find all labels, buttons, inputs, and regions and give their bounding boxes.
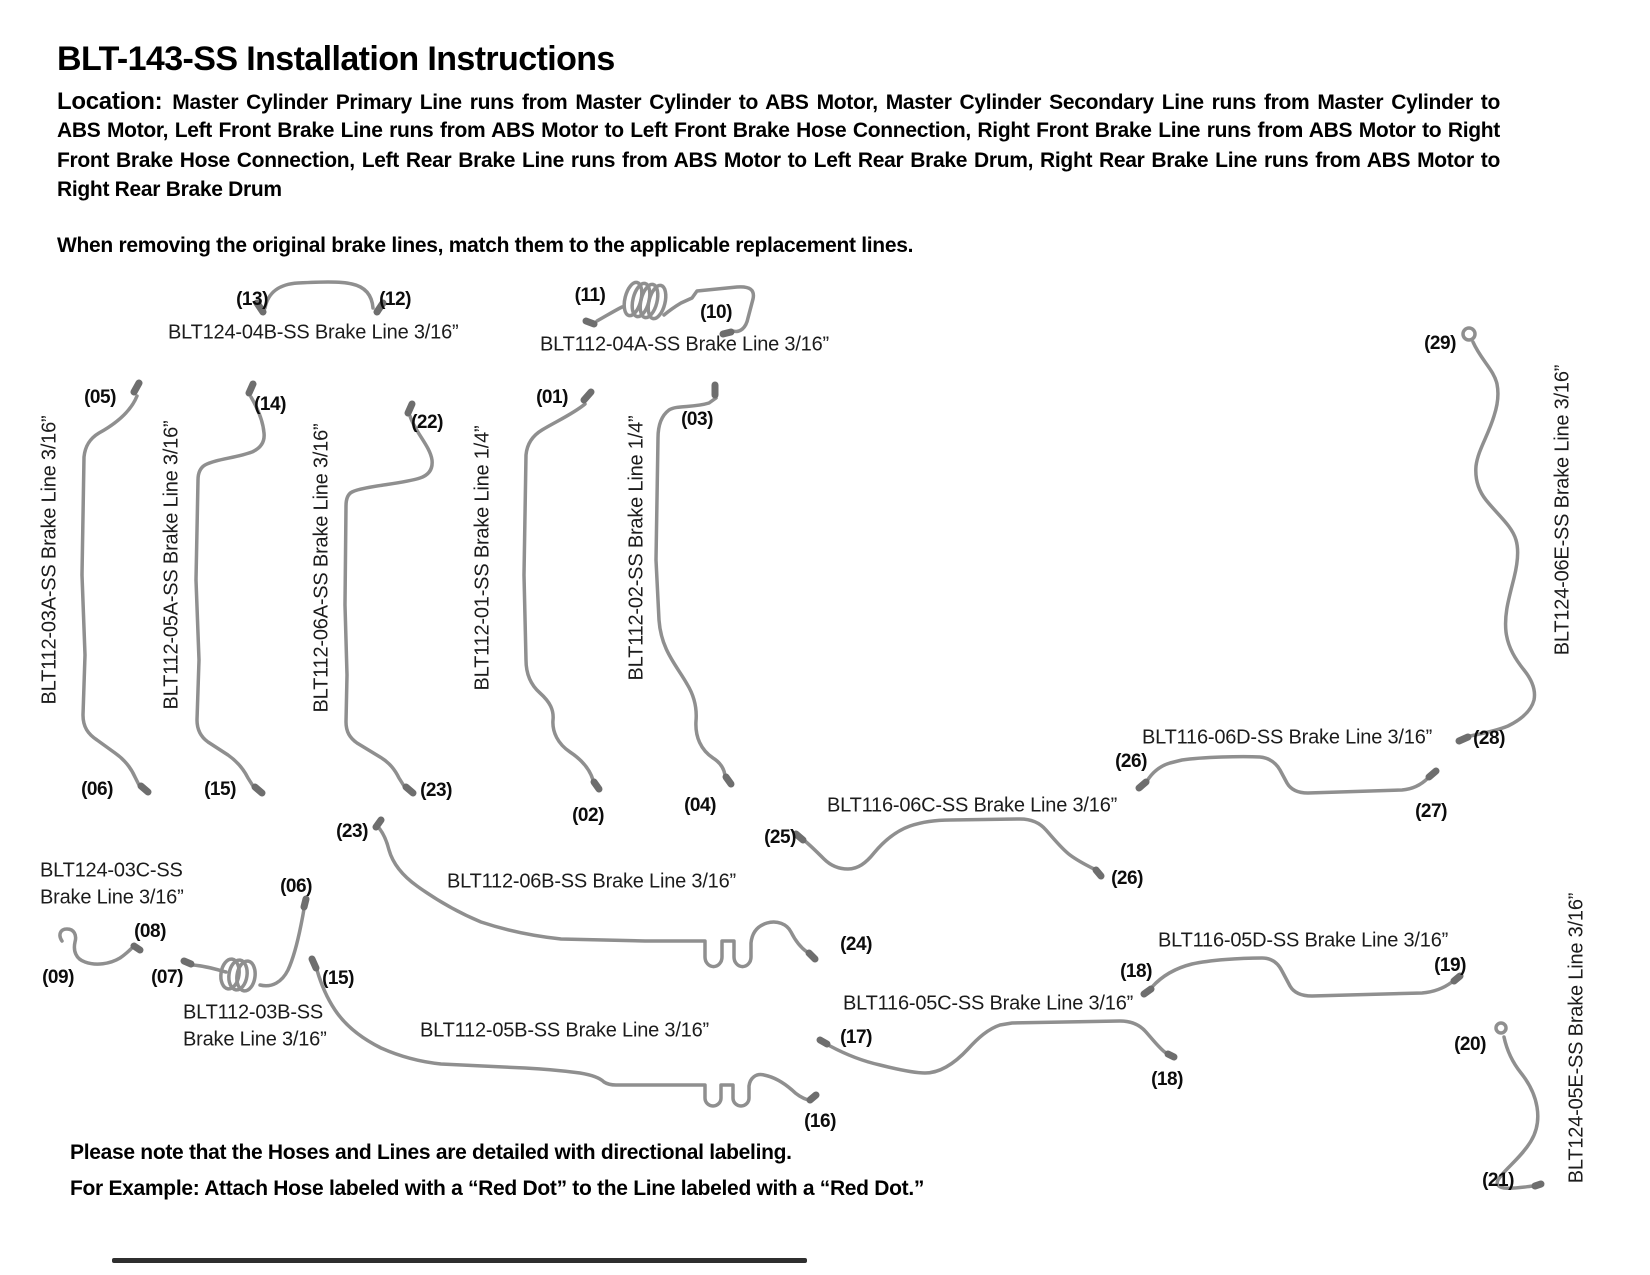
- callout-24: (24): [840, 934, 872, 955]
- callout-06: (06): [81, 779, 113, 800]
- callout-10: (10): [700, 302, 732, 323]
- callout-18b: (18): [1151, 1069, 1183, 1090]
- callout-20: (20): [1454, 1034, 1486, 1055]
- callout-23: (23): [420, 780, 452, 801]
- loop-06e: [1463, 328, 1475, 340]
- callout-26a: (26): [1115, 751, 1147, 772]
- part-label-116-06c: BLT116-06C-SS Brake Line 3/16”: [827, 794, 1118, 817]
- part-label-112-05a: BLT112-05A-SS Brake Line 3/16”: [160, 420, 183, 710]
- brake-line-112-01: [524, 404, 593, 780]
- callout-14: (14): [254, 394, 286, 415]
- part-label-112-06a: BLT112-06A-SS Brake Line 3/16”: [310, 423, 333, 713]
- location-label: Location:: [57, 88, 163, 115]
- callout-15b: (15): [322, 968, 354, 989]
- brake-line-112-05a: [196, 397, 264, 786]
- location-text-1: Master Cylinder Primary Line runs from Master Cylinder to ABS Motor, Master Cylinder Secondary Line runs from Master Cylinder to: [172, 91, 1500, 114]
- callout-09: (09): [42, 967, 74, 988]
- callout-05: (05): [84, 387, 116, 408]
- part-label-112-03b-1: BLT112-03B-SS: [183, 1001, 324, 1024]
- part-label-112-02: BLT112-02-SS Brake Line 1/4”: [625, 415, 648, 681]
- part-label-112-03a: BLT112-03A-SS Brake Line 3/16”: [38, 415, 61, 705]
- part-label-124-05e: BLT124-05E-SS Brake Line 3/16”: [1565, 892, 1588, 1184]
- callout-01: (01): [536, 387, 568, 408]
- footer-note-1: Please note that the Hoses and Lines are detailed with directional labeling.: [70, 1141, 792, 1164]
- part-label-112-06b: BLT112-06B-SS Brake Line 3/16”: [447, 870, 736, 893]
- brake-line-116-05d: [1152, 958, 1452, 996]
- part-label-112-01: BLT112-01-SS Brake Line 1/4”: [471, 425, 494, 691]
- part-label-124-03c-1: BLT124-03C-SS: [40, 859, 183, 882]
- part-label-116-06d: BLT116-06D-SS Brake Line 3/16”: [1142, 726, 1433, 749]
- callout-22: (22): [411, 412, 443, 433]
- location-line-3: Front Brake Hose Connection, Left Rear Brake Line runs from ABS Motor to Left Rear Brake Drum, Right Rear Brake Line runs from ABS Motor to: [57, 149, 1500, 172]
- callout-12: (12): [379, 289, 411, 310]
- brake-line-116-06d: [1147, 757, 1428, 793]
- part-label-112-04a: BLT112-04A-SS Brake Line 3/16”: [540, 333, 829, 356]
- callout-17: (17): [840, 1027, 872, 1048]
- callout-29: (29): [1424, 333, 1456, 354]
- part-label-116-05d: BLT116-05D-SS Brake Line 3/16”: [1158, 929, 1449, 952]
- callout-08: (08): [134, 921, 166, 942]
- page-title: BLT-143-SS Installation Instructions: [57, 40, 615, 78]
- callout-15: (15): [204, 779, 236, 800]
- callout-27: (27): [1415, 801, 1447, 822]
- callout-26b: (26): [1111, 868, 1143, 889]
- callout-03: (03): [681, 409, 713, 430]
- brake-line-124-05e: [1497, 1037, 1538, 1188]
- callout-07: (07): [151, 967, 183, 988]
- part-label-112-05b: BLT112-05B-SS Brake Line 3/16”: [420, 1019, 709, 1042]
- footer-note-2: For Example: Attach Hose labeled with a “Red Dot” to the Line labeled with a “Red Dot.”: [70, 1177, 925, 1200]
- callout-25: (25): [764, 827, 796, 848]
- brake-line-124-04b: [265, 282, 373, 308]
- location-line-4: Right Rear Brake Drum: [57, 178, 282, 201]
- location-line-2: ABS Motor, Left Front Brake Line runs from ABS Motor to Left Front Brake Hose Connection, Right Front Brake Line runs from ABS Motor to Right: [57, 119, 1500, 142]
- brake-line-124-03c: [60, 929, 134, 964]
- brake-line-112-06a: [345, 416, 432, 786]
- loop-05e: [1496, 1023, 1506, 1033]
- callout-16: (16): [804, 1111, 836, 1132]
- callout-23b: (23): [336, 821, 368, 842]
- callout-04: (04): [684, 795, 716, 816]
- brake-line-124-06e: [1470, 342, 1535, 736]
- brake-line-116-05c: [830, 1021, 1166, 1073]
- callout-19: (19): [1434, 955, 1466, 976]
- callout-21: (21): [1482, 1170, 1514, 1191]
- callout-06b: (06): [280, 876, 312, 897]
- intro-note: When removing the original brake lines, match them to the applicable replacement lines.: [57, 234, 914, 257]
- brake-line-116-06c: [805, 819, 1094, 869]
- brake-line-112-06b: [379, 828, 807, 967]
- callout-11: (11): [574, 285, 606, 306]
- part-label-124-03c-2: Brake Line 3/16”: [40, 886, 184, 909]
- part-label-124-06e: BLT124-06E-SS Brake Line 3/16”: [1551, 364, 1574, 656]
- brake-line-112-02: [656, 398, 725, 775]
- callout-02: (02): [572, 805, 604, 826]
- part-label-116-05c: BLT116-05C-SS Brake Line 3/16”: [843, 992, 1134, 1015]
- part-label-112-03b-2: Brake Line 3/16”: [183, 1028, 327, 1051]
- callout-28: (28): [1473, 728, 1505, 749]
- part-label-124-04b: BLT124-04B-SS Brake Line 3/16”: [168, 321, 459, 344]
- callout-13: (13): [236, 289, 268, 310]
- callout-18a: (18): [1120, 961, 1152, 982]
- brake-line-112-03a: [82, 396, 139, 785]
